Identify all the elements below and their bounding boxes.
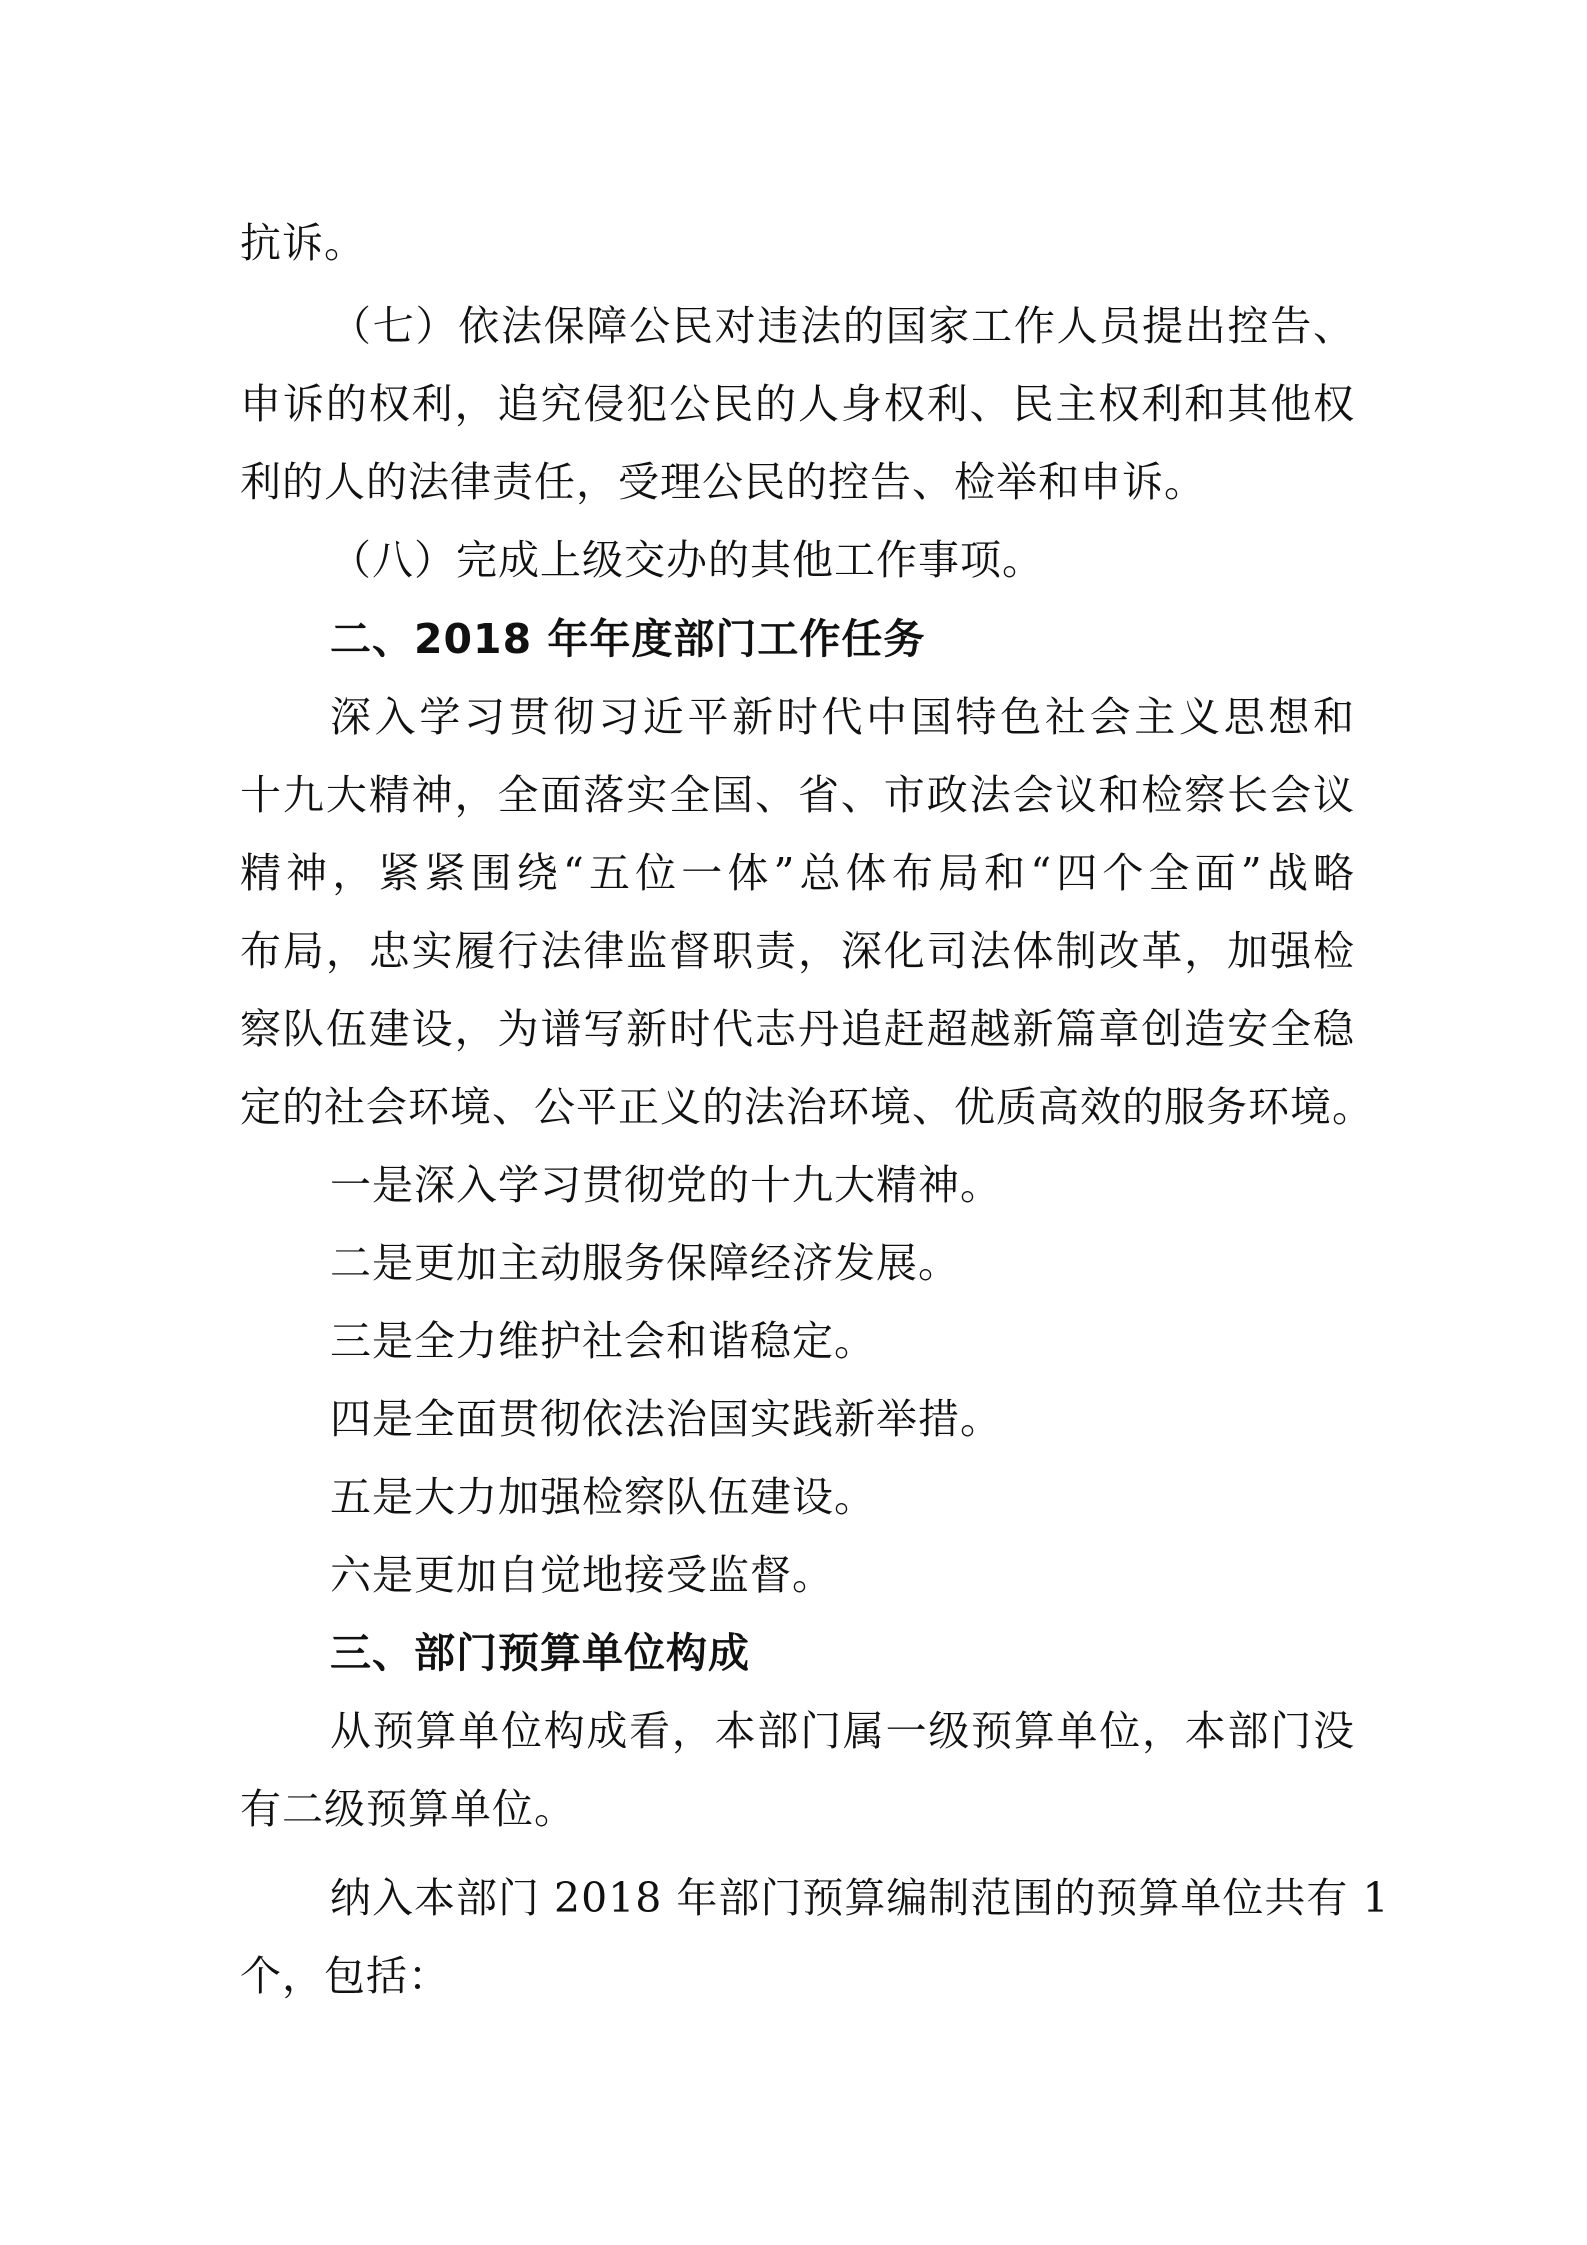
paragraph-line: 利的人的法律责任，受理公民的控告、检举和申诉。 — [240, 458, 1206, 506]
paragraph-line: 精神，紧紧围绕“五位一体”总体布局和“四个全面”战略 — [240, 849, 1355, 897]
paragraph-line: 从预算单位构成看，本部门属一级预算单位，本部门没 — [330, 1707, 1355, 1755]
list-item: 四是全面贯彻依法治国实践新举措。 — [330, 1395, 1002, 1443]
list-item: 一是深入学习贯彻党的十九大精神。 — [330, 1161, 1002, 1209]
paragraph-line: 纳入本部门 2018 年部门预算编制范围的预算单位共有 1 — [330, 1874, 1390, 1922]
paragraph-line: 布局，忠实履行法律监督职责，深化司法体制改革，加强检 — [240, 927, 1355, 975]
paragraph-line: （八）完成上级交办的其他工作事项。 — [330, 536, 1044, 584]
list-item: 二是更加主动服务保障经济发展。 — [330, 1239, 960, 1287]
paragraph-line: 申诉的权利，追究侵犯公民的人身权利、民主权利和其他权 — [240, 380, 1355, 428]
paragraph-line: 有二级预算单位。 — [240, 1785, 576, 1833]
list-item: 三是全力维护社会和谐稳定。 — [330, 1317, 876, 1365]
list-item: 五是大力加强检察队伍建设。 — [330, 1473, 876, 1521]
paragraph-line: 十九大精神，全面落实全国、省、市政法会议和检察长会议 — [240, 771, 1355, 819]
paragraph-line: 深入学习贯彻习近平新时代中国特色社会主义思想和 — [330, 693, 1355, 741]
paragraph-line: （七）依法保障公民对违法的国家工作人员提出控告、 — [330, 302, 1355, 350]
paragraph-line: 个，包括： — [240, 1952, 450, 2000]
section-heading: 三、部门预算单位构成 — [330, 1629, 750, 1677]
paragraph-line: 定的社会环境、公平正义的法治环境、优质高效的服务环境。 — [240, 1083, 1374, 1131]
paragraph-line: 抗诉。 — [240, 219, 366, 267]
paragraph-line: 察队伍建设，为谱写新时代志丹追赶超越新篇章创造安全稳 — [240, 1005, 1355, 1053]
list-item: 六是更加自觉地接受监督。 — [330, 1551, 834, 1599]
section-heading: 二、2018 年年度部门工作任务 — [330, 615, 926, 663]
